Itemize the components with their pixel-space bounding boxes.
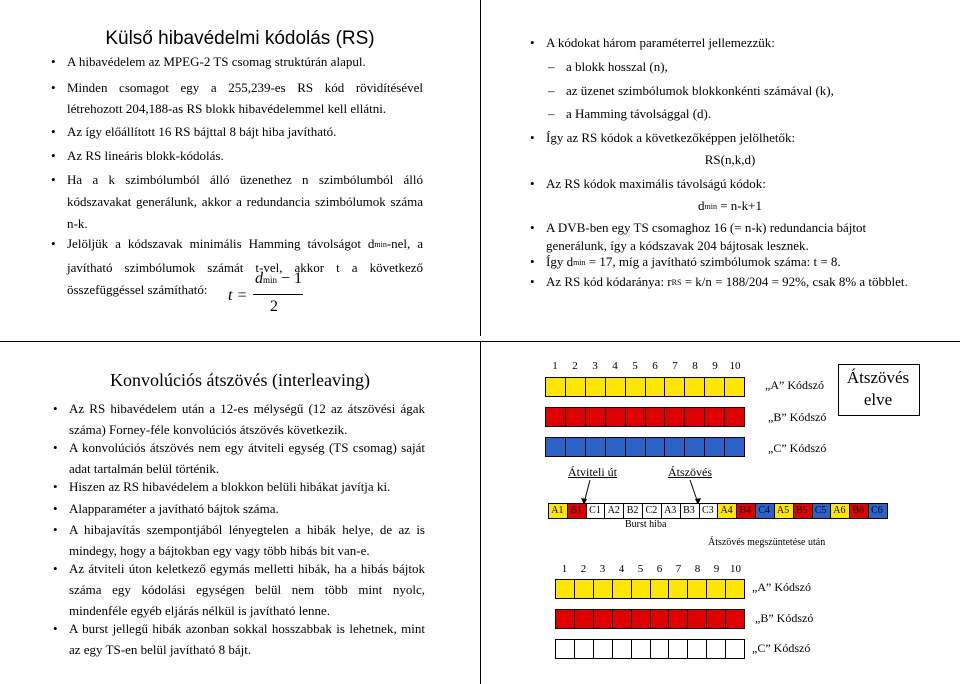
seq-a3: A3: [664, 505, 677, 516]
deinterleave-label: Átszövés megszüntetése után: [708, 537, 826, 548]
codeword-b-restored: [555, 609, 745, 629]
seq-a4: A4: [720, 505, 733, 516]
num2-8: 8: [694, 563, 701, 575]
interleaved-labels: [548, 505, 888, 516]
slide1-b6-text-a: Jelöljük a kódszavak minimális Hamming távolságot d: [67, 236, 375, 251]
seq-b6: B6: [852, 505, 864, 516]
bottom-numbers: [555, 563, 745, 575]
dmin-sub: min: [704, 202, 717, 211]
slide2-b6-b: = k/n = 188/204 = 92%, csak 8% a többlet.: [681, 274, 908, 289]
divider-vertical-bottom: [480, 342, 481, 684]
codeword-c-label: „C” Kódszó: [768, 441, 827, 455]
burst-error-label: Burst hiba: [625, 519, 667, 530]
num-1: 1: [552, 360, 558, 372]
seq-c5: C5: [814, 505, 827, 516]
formula-t: t =: [228, 287, 248, 304]
slide2-bullet-5: [546, 251, 916, 274]
dmin-formula: [650, 195, 810, 218]
seq-b4: B4: [739, 505, 752, 516]
slide3-bullet-7: • A burst jellegű hibák azonban sokkal hosszabbak is lehetnek, mint az egy TS-en belül javítható 8 bájt.: [69, 618, 425, 660]
num-4: 4: [612, 360, 618, 372]
seq-b2: B2: [626, 505, 639, 516]
seq-a5: A5: [776, 505, 790, 516]
formula-d: d: [255, 270, 263, 287]
seq-c2: C2: [645, 505, 658, 516]
slide1-bullet-5: • Ha a k szimbólumból álló üzenethez n szimbólumból álló kódszavakat generálunk, akkor a redundancia szimbólumok száma n-k.: [67, 169, 423, 235]
num2-7: 7: [675, 563, 682, 575]
codeword-b-strip: [545, 407, 745, 427]
formula-min: min: [263, 275, 278, 285]
num-2: 2: [572, 360, 578, 372]
slide2-b5-sub: min: [573, 258, 586, 267]
formula-denominator: 2: [270, 298, 278, 315]
formula-fraction-bar: [253, 294, 303, 295]
seq-a1: A1: [551, 505, 564, 516]
codeword-b-restored-label: „B” Kódszó: [755, 611, 814, 625]
slide2-b6-sub: RS: [671, 278, 682, 287]
num2-3: 3: [599, 563, 606, 575]
num-7: 7: [672, 360, 678, 372]
codeword-a-strip: [545, 377, 745, 397]
num-6: 6: [652, 360, 658, 372]
slide1-bullet-2: • Minden csomagot egy a 255,239-es RS kód rövidítésével létrehozott 204,188-as RS blokk hibavédelemmel kell ellátni.: [67, 77, 423, 119]
slide2-bullet-2: • Így az RS kódok a következőképpen jelölhetők:: [546, 127, 926, 148]
slide2-bullet-4: • A DVB-ben egy TS csomaghoz 16 (= n-k) redundancia bájtot generálunk, így a kódszavak 204 bájtosak lesznek.: [546, 219, 916, 255]
slide2-b6-a: Az RS kód kódaránya: r: [546, 274, 672, 289]
slide1-bullet-4: • Az RS lineáris blokk-kódolás.: [67, 145, 447, 166]
slide3-bullet-3: • Hiszen az RS hibavédelem a blokkon belüli hibákat javítja ki.: [69, 476, 439, 497]
num-8: 8: [692, 360, 698, 372]
num2-4: 4: [618, 563, 625, 575]
slide2-bullet-3: • Az RS kódok maximális távolságú kódok:: [546, 173, 926, 194]
num-5: 5: [632, 360, 638, 372]
formula-minus-one: − 1: [281, 270, 303, 287]
slide2-dash-3: – a Hamming távolsággal (d).: [566, 103, 926, 124]
slide1-title: Külső hibavédelmi kódolás (RS): [105, 28, 375, 49]
num2-9: 9: [713, 563, 720, 575]
num2-1: 1: [561, 563, 568, 575]
slide3-title: Konvolúciós átszövés (interleaving): [110, 370, 370, 390]
num2-10: 10: [730, 563, 741, 575]
seq-c4: C4: [758, 505, 770, 516]
slide3-bullet-1: • Az RS hibavédelem után a 12-es mélységű (12 az átszövési ágak száma) Forney-féle konvolúciós átszövés következik.: [69, 398, 425, 440]
slide3-bullet-4: • Alapparaméter a javítható bájtok száma.: [69, 498, 439, 519]
slide1-bullet-1: • A hibavédelem az MPEG-2 TS csomag struktúrán alapul.: [67, 51, 447, 72]
seq-b1: B1: [570, 505, 583, 516]
slide2-b5-b: = 17, míg a javítható szimbólumok száma: t = 8.: [585, 254, 841, 269]
num2-5: 5: [637, 563, 644, 575]
slide1-bullet-3: • Az így előállított 16 RS bájttal 8 bájt hiba javítható.: [67, 121, 447, 142]
slide2-bullet-1: • A kódokat három paraméterrel jellemezzük:: [546, 32, 926, 53]
arrows: [540, 458, 720, 506]
slide3-bullet-6: • Az átviteli úton keletkező egymás melletti hibák, ha a hibás bájtok száma egy kódolási egységen belül nem több mint nyolc, mindenféle egyéb eljárás nélkül is javítható lenne.: [69, 558, 425, 621]
dmin-d: d: [698, 198, 705, 213]
num2-2: 2: [580, 563, 587, 575]
transfer-path-label: Átviteli út: [568, 465, 617, 479]
top-numbers: [545, 360, 745, 372]
num-9: 9: [712, 360, 718, 372]
seq-c1: C1: [589, 505, 601, 516]
seq-c3: C3: [701, 505, 714, 516]
codeword-c-strip: [545, 437, 745, 457]
seq-b3: B3: [683, 505, 695, 516]
slide2-dash-1: – a blokk hosszal (n),: [566, 56, 926, 77]
slide2-bullet-6: [546, 273, 916, 293]
slide2-dash-2: – az üzenet szimbólumok blokkonkénti számával (k),: [566, 80, 926, 101]
codeword-c-restored: [555, 639, 745, 659]
slide1-b6-sub: min: [374, 240, 387, 249]
slide1-b6-text-b: -nel, a javítható szimbólumok számát t-vel, akkor t a következő összefüggéssel számítható:: [67, 236, 423, 297]
dmin-rest: = n-k+1: [716, 198, 762, 213]
seq-a2: A2: [607, 505, 620, 516]
codeword-a-restored: [555, 579, 745, 599]
interleave-principle-title: Átszövés elve: [846, 368, 910, 409]
formula-numerator: [255, 270, 302, 288]
slide3-bullet-5: • A hibajavítás szempontjából lényegtelen a hibák helye, de az is mindegy, hogy a bájtokban egy vagy több hibás bit van-e.: [69, 519, 425, 561]
codeword-a-label: „A” Kódszó: [765, 378, 824, 392]
seq-c6: C6: [871, 505, 883, 516]
slide2-b5-a: Így d: [546, 254, 574, 269]
divider-vertical-top: [480, 0, 481, 336]
num-10: 10: [729, 360, 741, 372]
interleave-label: Átszövés: [668, 465, 712, 479]
seq-b5: B5: [795, 505, 808, 516]
codeword-b-label: „B” Kódszó: [768, 410, 827, 424]
num2-6: 6: [656, 563, 663, 575]
slide3-bullet-2: • A konvolúciós átszövés nem egy átviteli egység (TS csomag) saját adat tartalmán belül történik.: [69, 437, 425, 479]
codeword-a-restored-label: „A” Kódszó: [752, 580, 811, 594]
seq-a6: A6: [833, 505, 846, 516]
codeword-c-restored-label: „C” Kódszó: [752, 641, 811, 655]
rs-notation: RS(n,k,d): [704, 152, 756, 167]
num-3: 3: [592, 360, 598, 372]
